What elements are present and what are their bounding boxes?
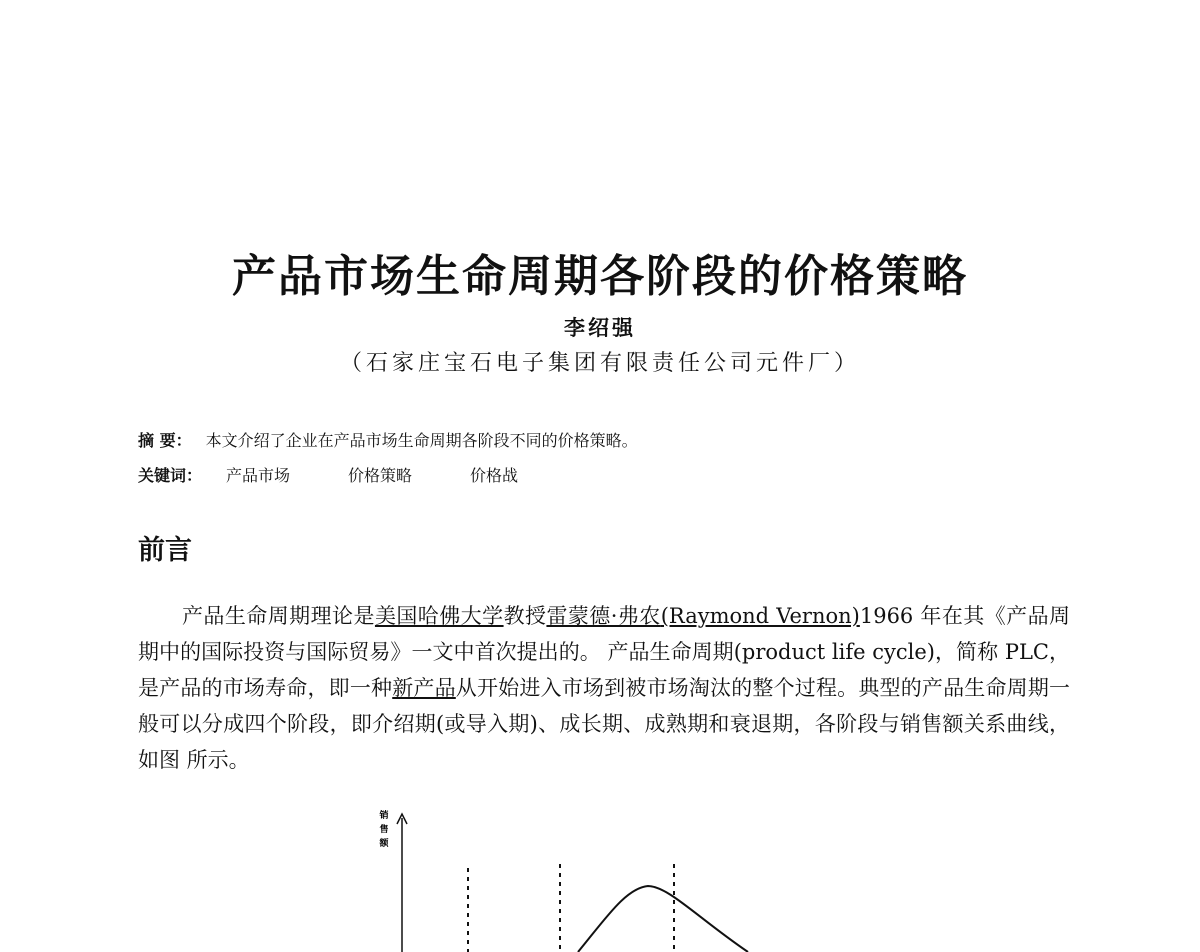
link-harvard[interactable]: 美国哈佛大学 xyxy=(374,604,504,628)
keyword: 产品市场 xyxy=(226,466,291,485)
abstract-text: 本文介绍了企业在产品市场生命周期各阶段不同的价格策略。 xyxy=(205,431,638,450)
y-axis-label-char: 售 xyxy=(379,825,389,835)
abstract-row xyxy=(138,428,638,451)
section-heading: 前言 xyxy=(138,535,192,566)
paper-title: 产品市场生命周期各阶段的价格策略 xyxy=(232,251,968,302)
link-new-product[interactable]: 新产品 xyxy=(392,676,456,700)
text-run: 产品生命周期理论是 xyxy=(182,604,375,628)
abstract-label: 摘 要： xyxy=(138,431,192,450)
y-axis-label-char: 额 xyxy=(379,839,389,849)
keyword: 价格战 xyxy=(470,466,519,485)
sales-curve xyxy=(578,886,748,952)
keywords-label: 关键词： xyxy=(138,466,203,485)
author-affiliation: （石家庄宝石电子集团有限责任公司元件厂） xyxy=(339,351,860,376)
keywords-row xyxy=(138,463,518,486)
author-name: 李绍强 xyxy=(564,315,636,340)
text-run: 教授 xyxy=(503,604,547,628)
link-raymond-vernon-en[interactable]: (Raymond Vernon) xyxy=(660,604,860,628)
keyword: 价格策略 xyxy=(348,466,413,485)
link-raymond-vernon[interactable]: 雷蒙德·弗农 xyxy=(546,604,661,628)
plc-curve-figure xyxy=(368,808,788,952)
text-run: 从开始进入市场到被市场淘汰的整个过程。典型的产品生命周期一般可以分成四个阶段，即介绍期(或导入期)、成长期、成熟期和衰退期，各阶段与销售额关系曲线，如图 所示。 xyxy=(138,676,1071,772)
text-run: 1966 年在其《产品周期中的国际投资与国际贸易》一文中首次提出的。 产品生命周期(product life cycle)，简称 PLC，是产品的市场寿命，即一种 xyxy=(138,604,1071,700)
body-paragraph xyxy=(138,598,1070,778)
y-axis-label-char: 销 xyxy=(379,811,389,821)
